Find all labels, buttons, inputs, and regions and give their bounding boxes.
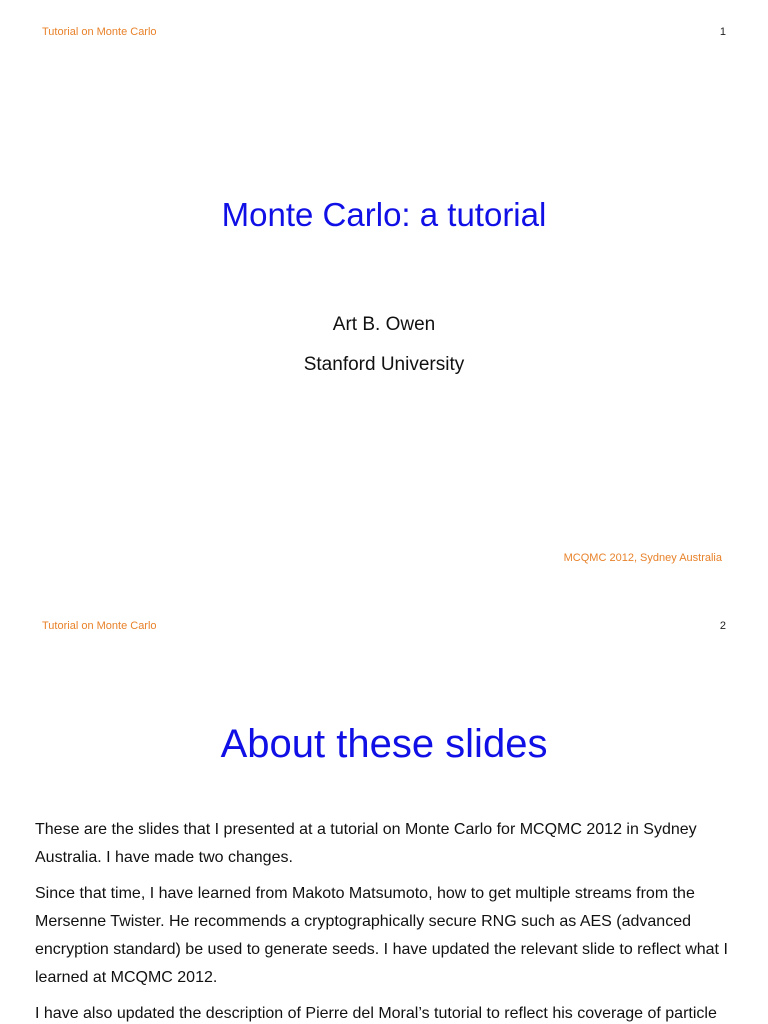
author-affiliation: Stanford University xyxy=(303,354,465,375)
paragraph: I have also updated the description of Pierre del Moral’s tutorial to reflect his coverage of particle xyxy=(35,1005,717,1022)
author-name: Art B. Owen xyxy=(332,314,436,335)
slide-body xyxy=(35,816,735,1024)
slide-footer: MCQMC 2012, Sydney Australia xyxy=(563,552,722,564)
running-header: Tutorial on Monte Carlo xyxy=(42,26,157,38)
slide-title: Monte Carlo: a tutorial xyxy=(221,196,547,233)
page-number: 2 xyxy=(719,620,726,632)
page-number: 1 xyxy=(719,26,726,38)
slide-title: About these slides xyxy=(220,722,548,766)
running-header: Tutorial on Monte Carlo xyxy=(42,620,157,632)
paragraph: Since that time, I have learned from Makoto Matsumoto, how to get multiple streams from the Mersenne Twister. He recommends a cryptographically secure RNG such as AES (advanced encryption standard) be used to generate seeds. I have updated the relevant slide to reflect what I learned at MCQMC 2012. xyxy=(35,885,728,986)
paragraph: These are the slides that I presented at a tutorial on Monte Carlo for MCQMC 2012 in Sydney Australia. I have made two changes. xyxy=(35,821,697,866)
slide-2 xyxy=(0,594,768,1024)
